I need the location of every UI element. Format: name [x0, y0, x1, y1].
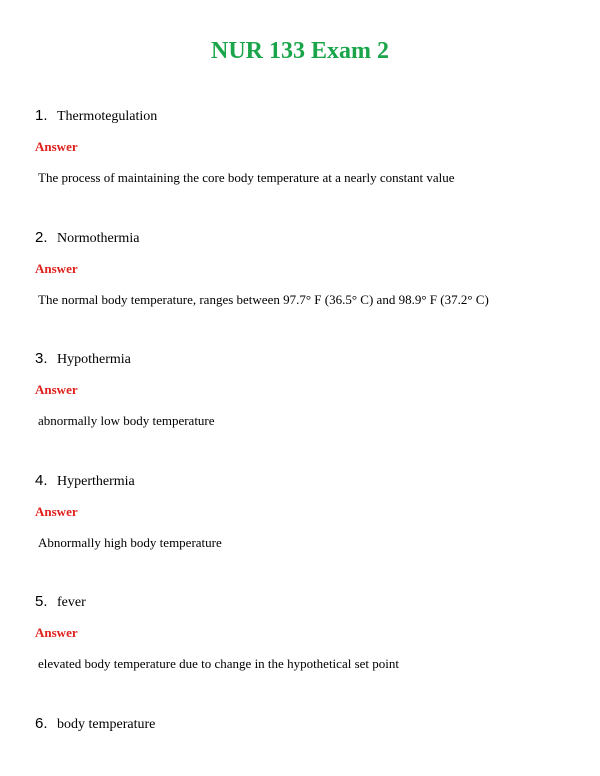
question-term: Hypothermia	[57, 352, 131, 367]
page-title: NUR 133 Exam 2	[211, 38, 389, 64]
question-row	[35, 106, 575, 126]
question-row	[35, 714, 575, 734]
answer-text: abnormally low body temperature	[38, 413, 215, 428]
question-row	[35, 592, 575, 612]
question-term: Normothermia	[57, 231, 140, 246]
answer-label: Answer	[35, 261, 78, 276]
answer-label: Answer	[35, 504, 78, 519]
question-row	[35, 349, 575, 369]
question-term: Thermotegulation	[57, 109, 158, 124]
question-item-1	[35, 106, 575, 187]
question-number: 5.	[35, 593, 48, 610]
answer-label: Answer	[35, 625, 78, 640]
question-number: 4.	[35, 472, 48, 489]
answer-text: elevated body temperature due to change in the hypothetical set point	[38, 656, 399, 671]
question-item-3	[35, 349, 575, 430]
question-row	[35, 228, 575, 248]
answer-text: The normal body temperature, ranges between 97.7° F (36.5° C) and 98.9° F (37.2° C)	[38, 292, 489, 307]
question-number: 6.	[35, 715, 48, 732]
answer-label: Answer	[35, 139, 78, 154]
answer-label: Answer	[35, 382, 78, 397]
question-item-4	[35, 471, 575, 552]
question-term: fever	[57, 595, 86, 610]
question-number: 1.	[35, 107, 48, 124]
question-item-5	[35, 592, 575, 673]
question-row	[35, 471, 575, 491]
question-number: 3.	[35, 350, 48, 367]
question-number: 2.	[35, 229, 48, 246]
question-term: Hyperthermia	[57, 474, 135, 489]
question-item-2	[35, 228, 575, 309]
answer-text: Abnormally high body temperature	[38, 535, 222, 550]
question-item-6	[35, 714, 575, 734]
question-term: body temperature	[57, 717, 156, 732]
answer-text: The process of maintaining the core body temperature at a nearly constant value	[38, 170, 455, 185]
